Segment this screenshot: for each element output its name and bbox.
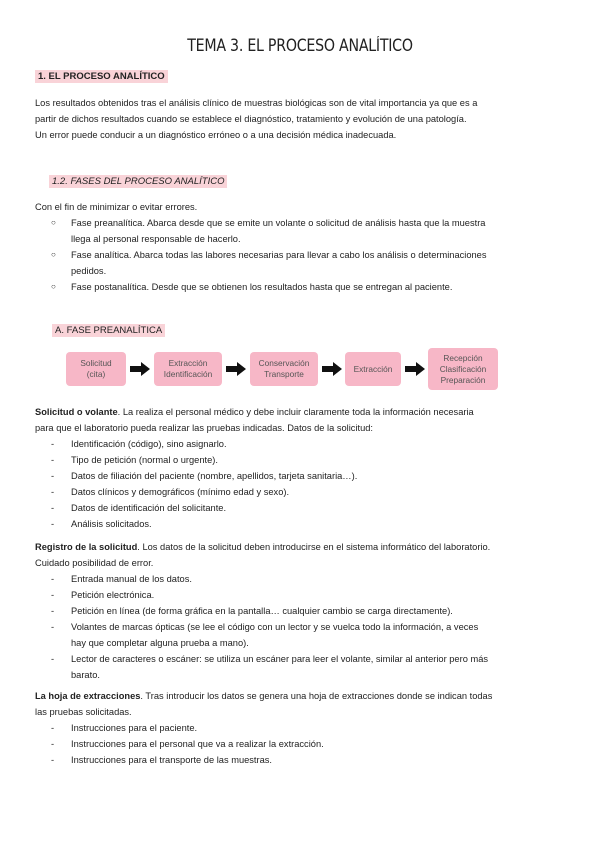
list-item: ○ Fase postanalítica. Desde que se obtienen los resultados hasta que se entregan al paciente. [51,282,453,292]
list-item: - Datos de identificación del solicitante. [51,503,227,513]
list-item: - Volantes de marcas ópticas (se lee el código con un lector y se vuelca todo la información, a veces hay que completar alguna prueba a mano). [51,622,479,648]
section-a-heading: A. FASE PREANALÍTICA [52,325,165,336]
hoja-list [35,720,565,768]
list-item: - Petición electrónica. [51,590,155,600]
section-1-heading: 1. EL PROCESO ANALÍTICO [35,71,168,82]
list-item: - Instrucciones para el transporte de las muestras. [51,755,273,765]
flow-step-extraccion: Extracción [345,352,401,386]
phases-lead: Con el fin de minimizar o evitar errores. [35,202,198,212]
list-item: - Petición en línea (de forma gráfica en la pantalla… cualquier cambio se carga directamente). [51,606,453,616]
solicitud-list [35,436,565,532]
arrow-right-icon [226,362,246,376]
preanalytic-flow-diagram [64,348,534,396]
list-item: ○ Fase preanalítica. Abarca desde que se emite un volante o solicitud de análisis hasta que la muestra llega al personal responsable de hacerlo. [51,218,486,244]
list-item: - Entrada manual de los datos. [51,574,192,584]
list-item: - Datos clínicos y demográficos (mínimo edad y sexo). [51,487,290,497]
registro-paragraph: Registro de la solicitud. Los datos de la solicitud deben introducirse en el sistema informático del laboratorio. Cuidado posibilidad de error. [35,542,491,568]
flow-step-solicitud: Solicitud (cita) [66,352,126,386]
flow-step-conservacion-transporte: Conservación Transporte [250,352,318,386]
intro-paragraph: Los resultados obtenidos tras el análisis clínico de muestras biológicas son de vital importancia ya que es a partir de dichos resultados cuando se establece el diagnóstico, tratamiento y evolución de una patología. Un error puede conducir a un diagnóstico erróneo o a una decisión médica inadecuada. [35,98,478,140]
list-item: - Identificación (código), sino asignarlo. [51,439,227,449]
list-item: ○ Fase analítica. Abarca todas las labores necesarias para llevar a cabo los análisis o determinaciones pedidos. [51,250,487,276]
list-item: - Datos de filiación del paciente (nombre, apellidos, tarjeta sanitaria…). [51,471,358,481]
hoja-paragraph: La hoja de extracciones. Tras introducir los datos se genera una hoja de extracciones donde se indican todas las pruebas solicitadas. [35,691,493,717]
list-item: - Tipo de petición (normal o urgente). [51,455,218,465]
arrow-right-icon [130,362,150,376]
flow-step-extraccion-identificacion: Extracción Identificación [154,352,222,386]
arrow-right-icon [405,362,425,376]
flow-step-recepcion: Recepción Clasificación Preparación [428,348,498,390]
page-title: TEMA 3. EL PROCESO ANALÍTICO [187,36,413,55]
registro-list [35,571,565,683]
list-item: - Lector de caracteres o escáner: se utiliza un escáner para leer el volante, similar al anterior pero más barato. [51,654,489,680]
list-item: - Instrucciones para el paciente. [51,723,198,733]
arrow-right-icon [322,362,342,376]
phases-list [35,215,565,295]
list-item: - Análisis solicitados. [51,519,152,529]
section-1-2-heading: 1.2. FASES DEL PROCESO ANALÍTICO [49,176,227,187]
list-item: - Instrucciones para el personal que va a realizar la extracción. [51,739,324,749]
solicitud-paragraph: Solicitud o volante. La realiza el personal médico y debe incluir claramente toda la información necesaria para que el laboratorio pueda realizar las pruebas indicadas. Datos de la solicitud: [35,407,474,433]
